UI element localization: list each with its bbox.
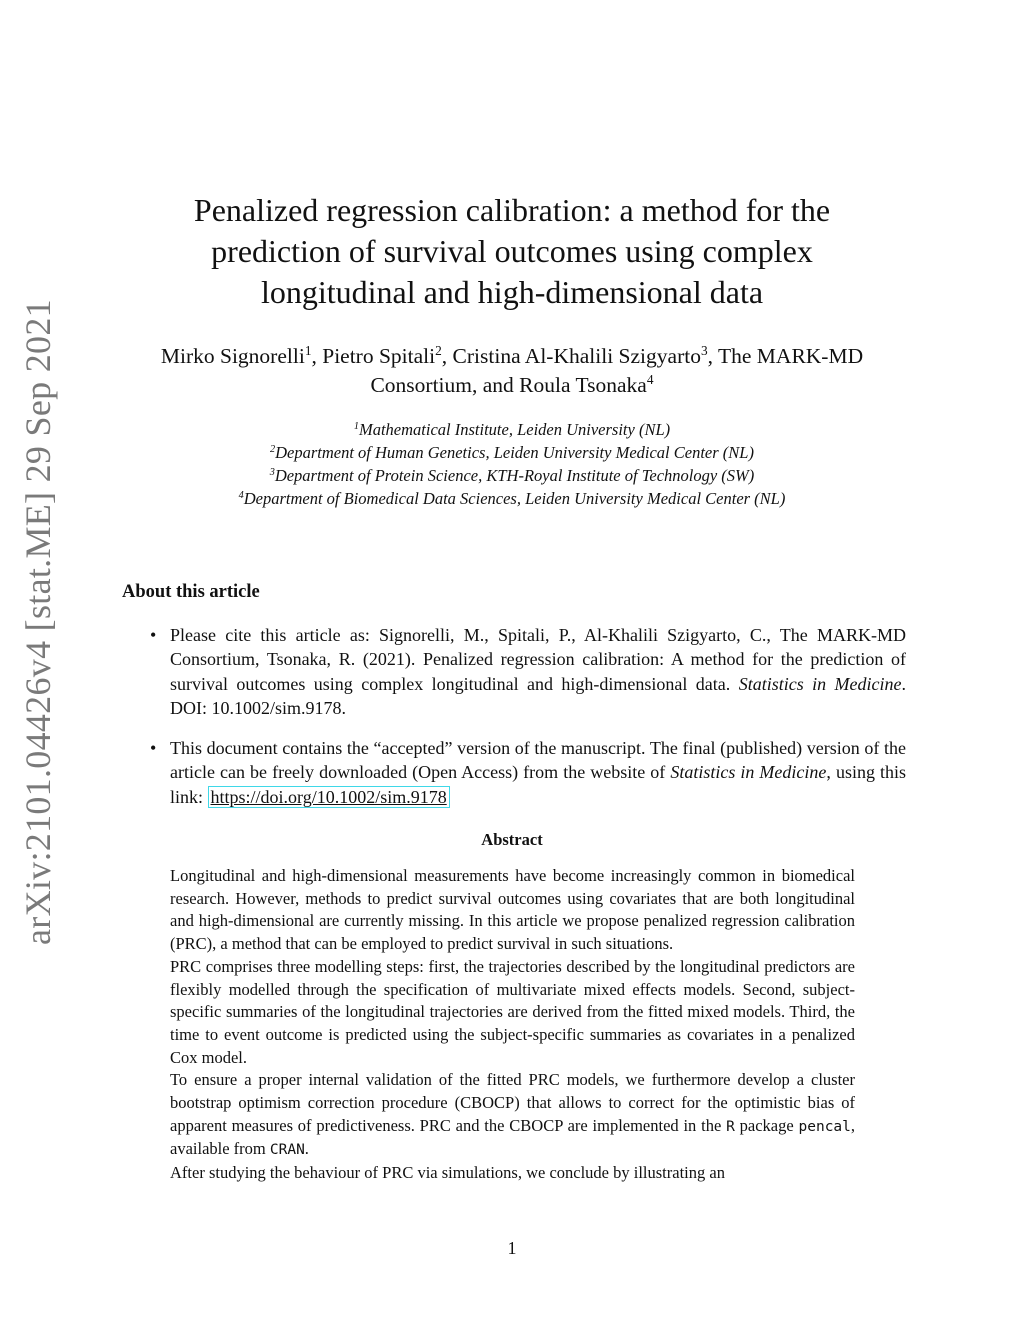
abstract-text: package <box>734 1115 799 1135</box>
affiliation-text: Department of Biomedical Data Sciences, Leiden University Medical Center (NL) <box>243 489 786 508</box>
affiliation-text: Department of Protein Science, KTH-Royal Institute of Technology (SW) <box>274 466 755 485</box>
doi-link[interactable]: https://doi.org/10.1002/sim.9178 <box>208 786 450 808</box>
citation-doi: . DOI: 10.1002/sim.9178. <box>170 673 906 718</box>
journal-name: Statistics in Medicine <box>738 673 902 694</box>
page-number: 1 <box>507 1238 517 1258</box>
author: The MARK-MD Consortium <box>370 344 864 397</box>
about-list <box>150 623 906 825</box>
abstract-paragraph: PRC comprises three modelling steps: first, the trajectories described by the longitudinal predictors are flexibly modelled through the specification of multivariate mixed effects models. Second, subject-specific summaries of the longitudinal trajectories are derived from the fitted mixed models. Third, the time to event outcome is predicted using the subject-specific summaries as covariates in a penalized Cox model. <box>170 956 855 1067</box>
version-text: This document contains the “accepted” version of the manuscript. The final (published) version of the article can be freely downloaded (Open Access) from the website of <box>170 738 906 783</box>
author-separator: , <box>707 344 718 368</box>
version-text-tail: , using this link: <box>170 762 907 807</box>
paper-title: Penalized regression calibration: a method for the prediction of survival outcomes using complex longitudinal and high-dimensional data <box>193 192 831 310</box>
abstract-paragraph: Longitudinal and high-dimensional measurements have become increasingly common in biomedical research. However, methods to predict survival outcomes using covariates that are both longitudinal and high-dimensional are currently missing. In this article we propose penalized regression calibration (PRC), a method that can be employed to predict survival in such situations. <box>170 866 855 954</box>
about-heading: About this article <box>122 582 260 602</box>
abstract-text: . <box>304 1139 309 1159</box>
author-list <box>140 342 884 400</box>
abstract-text: , available from <box>170 1115 856 1159</box>
affiliation-number: 3 <box>269 466 275 478</box>
citation-bullet <box>150 623 906 720</box>
affiliation <box>140 464 884 487</box>
code-r: R <box>726 1118 735 1135</box>
author-affiliation-mark: 4 <box>646 372 654 388</box>
affiliation-text: Mathematical Institute, Leiden University (NL) <box>358 420 671 439</box>
author: Cristina Al-Khalili Szigyarto <box>452 344 701 368</box>
author-separator: , <box>311 344 323 368</box>
abstract-paragraph: After studying the behaviour of PRC via simulations, we conclude by illustrating an <box>170 1163 725 1183</box>
abstract-body <box>170 865 855 1185</box>
author-affiliation-mark: 1 <box>304 343 312 359</box>
author: Roula Tsonaka <box>519 373 647 397</box>
affiliation-list <box>140 418 884 510</box>
journal-name: Statistics in Medicine <box>670 762 827 783</box>
author-separator: , <box>441 344 453 368</box>
code-package: pencal <box>798 1118 851 1135</box>
affiliation-number: 2 <box>270 443 276 455</box>
abstract-heading: Abstract <box>481 830 543 849</box>
abstract-paragraph <box>170 1069 855 1162</box>
citation-text: Please cite this article as: Signorelli, M., Spitali, P., Al-Khalili Szigyarto, C., The MARK-MD Consortium, Tsonaka, R. (2021). Penalized regression calibration: A method for the prediction of survival outcomes using complex longitudinal and high-dimensional data. <box>170 625 906 694</box>
affiliation <box>140 418 884 441</box>
author-affiliation-mark: 2 <box>435 343 442 359</box>
author-affiliation-mark: 3 <box>700 343 708 359</box>
affiliation <box>140 441 884 464</box>
affiliation-text: Department of Human Genetics, Leiden University Medical Center (NL) <box>275 443 754 462</box>
arxiv-identifier: arXiv:2101.04426v4 [stat.ME] 29 Sep 2021 <box>18 299 58 945</box>
abstract-text: To ensure a proper internal validation of the fitted PRC models, we furthermore develop a cluster bootstrap optimism correction procedure (CBOCP) that allows to correct for the optimistic bias of apparent measures of predictiveness. PRC and the CBOCP are implemented in the <box>170 1070 855 1135</box>
author: Pietro Spitali <box>322 344 436 368</box>
affiliation-number: 1 <box>353 420 359 432</box>
author: Mirko Signorelli <box>160 344 305 368</box>
code-cran: CRAN <box>269 1142 305 1159</box>
author-separator: , and <box>472 373 520 397</box>
affiliation <box>140 487 884 510</box>
affiliation-number: 4 <box>238 489 244 501</box>
version-bullet <box>150 736 906 809</box>
